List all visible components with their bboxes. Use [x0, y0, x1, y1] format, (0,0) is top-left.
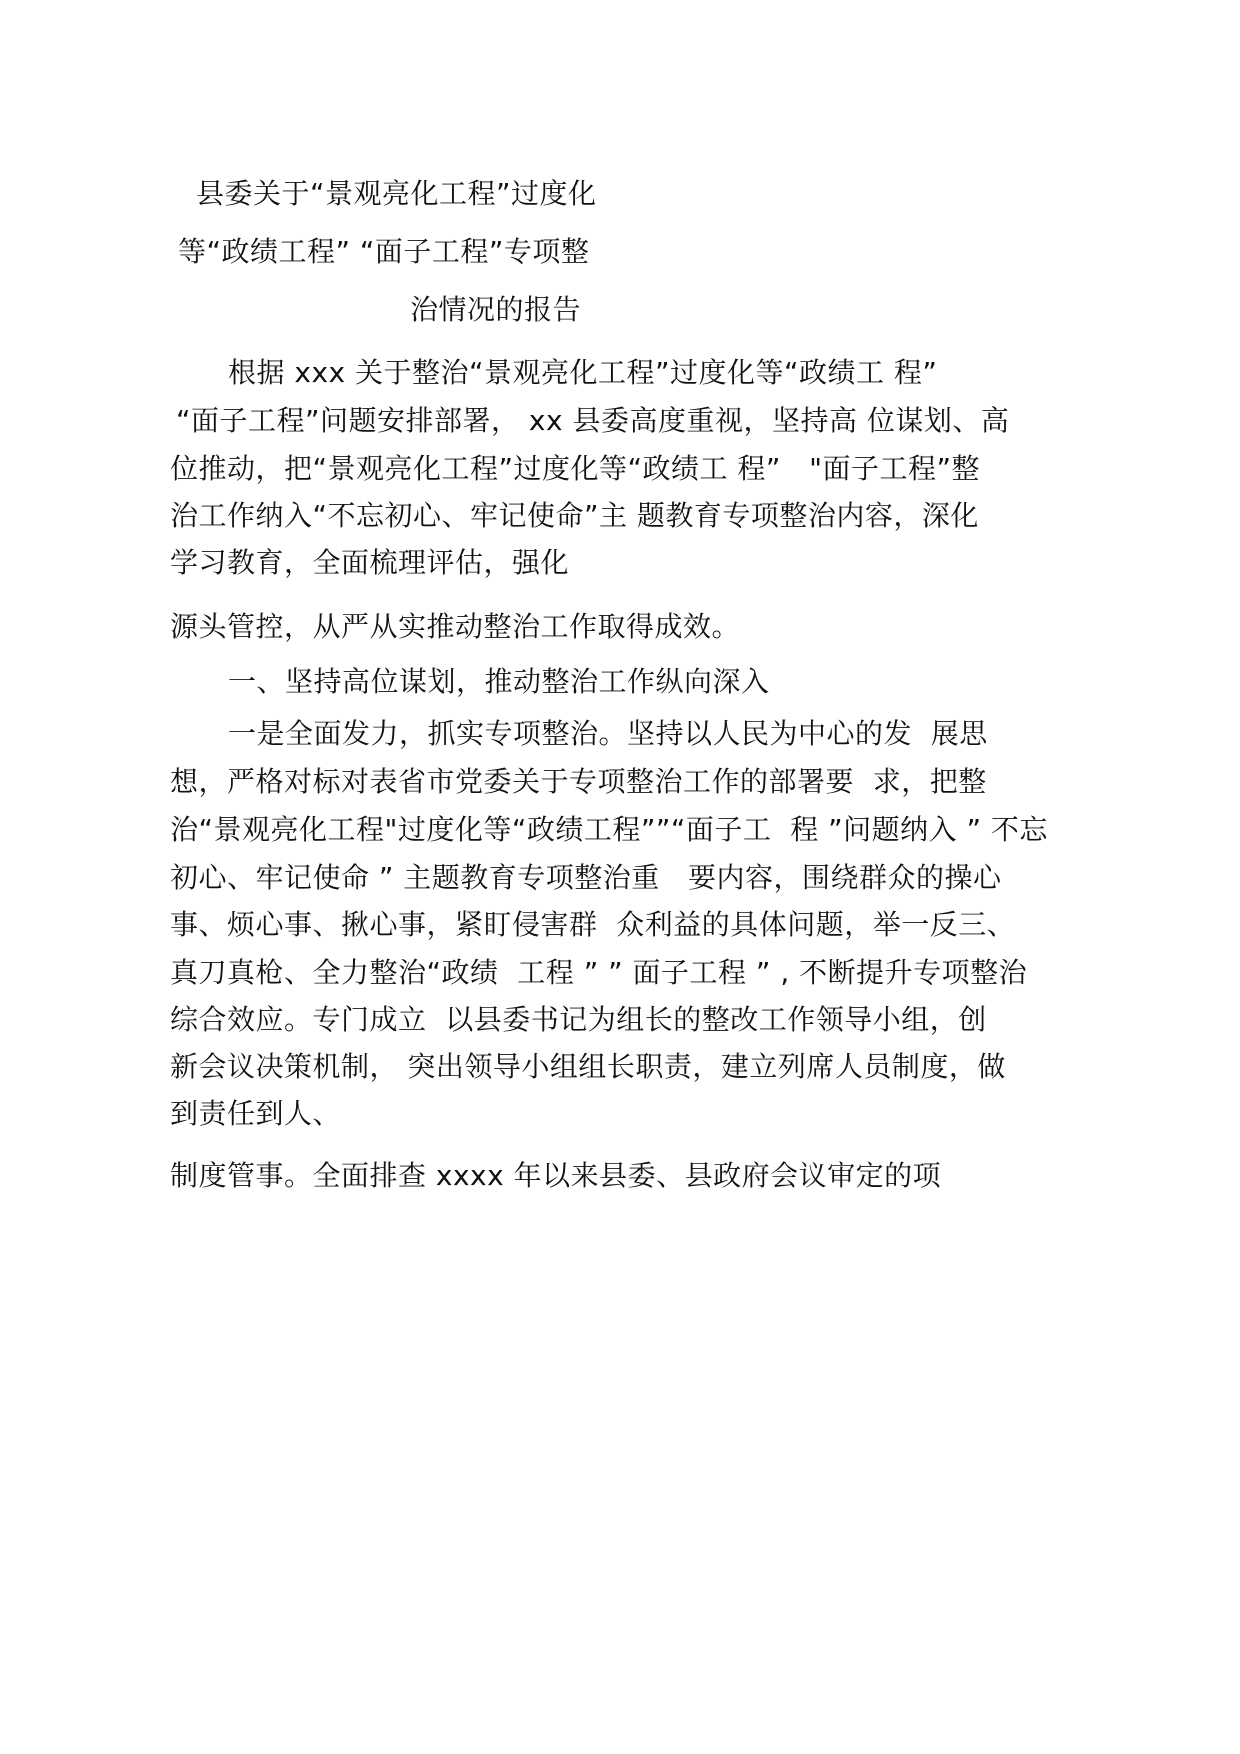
- body-line-8: 一是全面发力，抓实专项整治。坚持以人民为中心的发 展思: [228, 717, 988, 750]
- body-line-14: 综合效应。专门成立 以县委书记为组长的整改工作领导小组，创: [170, 1003, 987, 1036]
- body-line-12: 事、烦心事、揪心事，紧盯侵害群 众利益的具体问题，举一反三、: [170, 908, 1016, 941]
- body-line-13: 真刀真枪、全力整治“政绩 工程 ” ” 面子工程 ” , 不断提升专项整治: [170, 956, 1028, 989]
- body-line-2: “面子工程”问题安排部署， xx 县委高度重视，坚持高 位谋划、高: [176, 404, 1010, 437]
- body-line-11: 初心、牢记使命 ” 主题教育专项整治重 要内容，围绕群众的操心: [170, 861, 1002, 894]
- body-line-10: 治“景观亮化工程"过度化等“政绩工程””“面子工 程 ”问题纳入 ” 不忘: [170, 813, 1048, 846]
- body-line-3: 位推动，把“景观亮化工程”过度化等“政绩工 程” "面子工程”整: [170, 452, 981, 485]
- report-title-line-1: 县委关于“景观亮化工程”过度化: [196, 177, 597, 210]
- body-line-4: 治工作纳入“不忘初心、牢记使命”主 题教育专项整治内容，深化: [170, 499, 979, 532]
- report-title-line-3: 治情况的报告: [410, 293, 582, 326]
- body-line-16: 到责任到人、: [170, 1097, 342, 1130]
- body-line-1: 根据 xxx 关于整治“景观亮化工程”过度化等“政绩工 程”: [228, 356, 938, 389]
- body-line-9: 想，严格对标对表省市党委关于专项整治工作的部署要 求，把整: [170, 765, 987, 798]
- body-line-5: 学习教育，全面梳理评估，强化: [170, 546, 570, 579]
- section-heading-1: 一、坚持高位谋划，推动整治工作纵向深入: [228, 665, 770, 698]
- report-title-line-2: 等“政绩工程” “面子工程”专项整: [178, 235, 590, 268]
- body-line-6: 源头管控，从严从实推动整治工作取得成效。: [170, 610, 741, 643]
- body-line-17: 制度管事。全面排查 xxxx 年以来县委、县政府会议审定的项: [170, 1159, 942, 1192]
- body-line-15: 新会议决策机制， 突出领导小组组长职责，建立列席人员制度，做: [170, 1050, 1006, 1083]
